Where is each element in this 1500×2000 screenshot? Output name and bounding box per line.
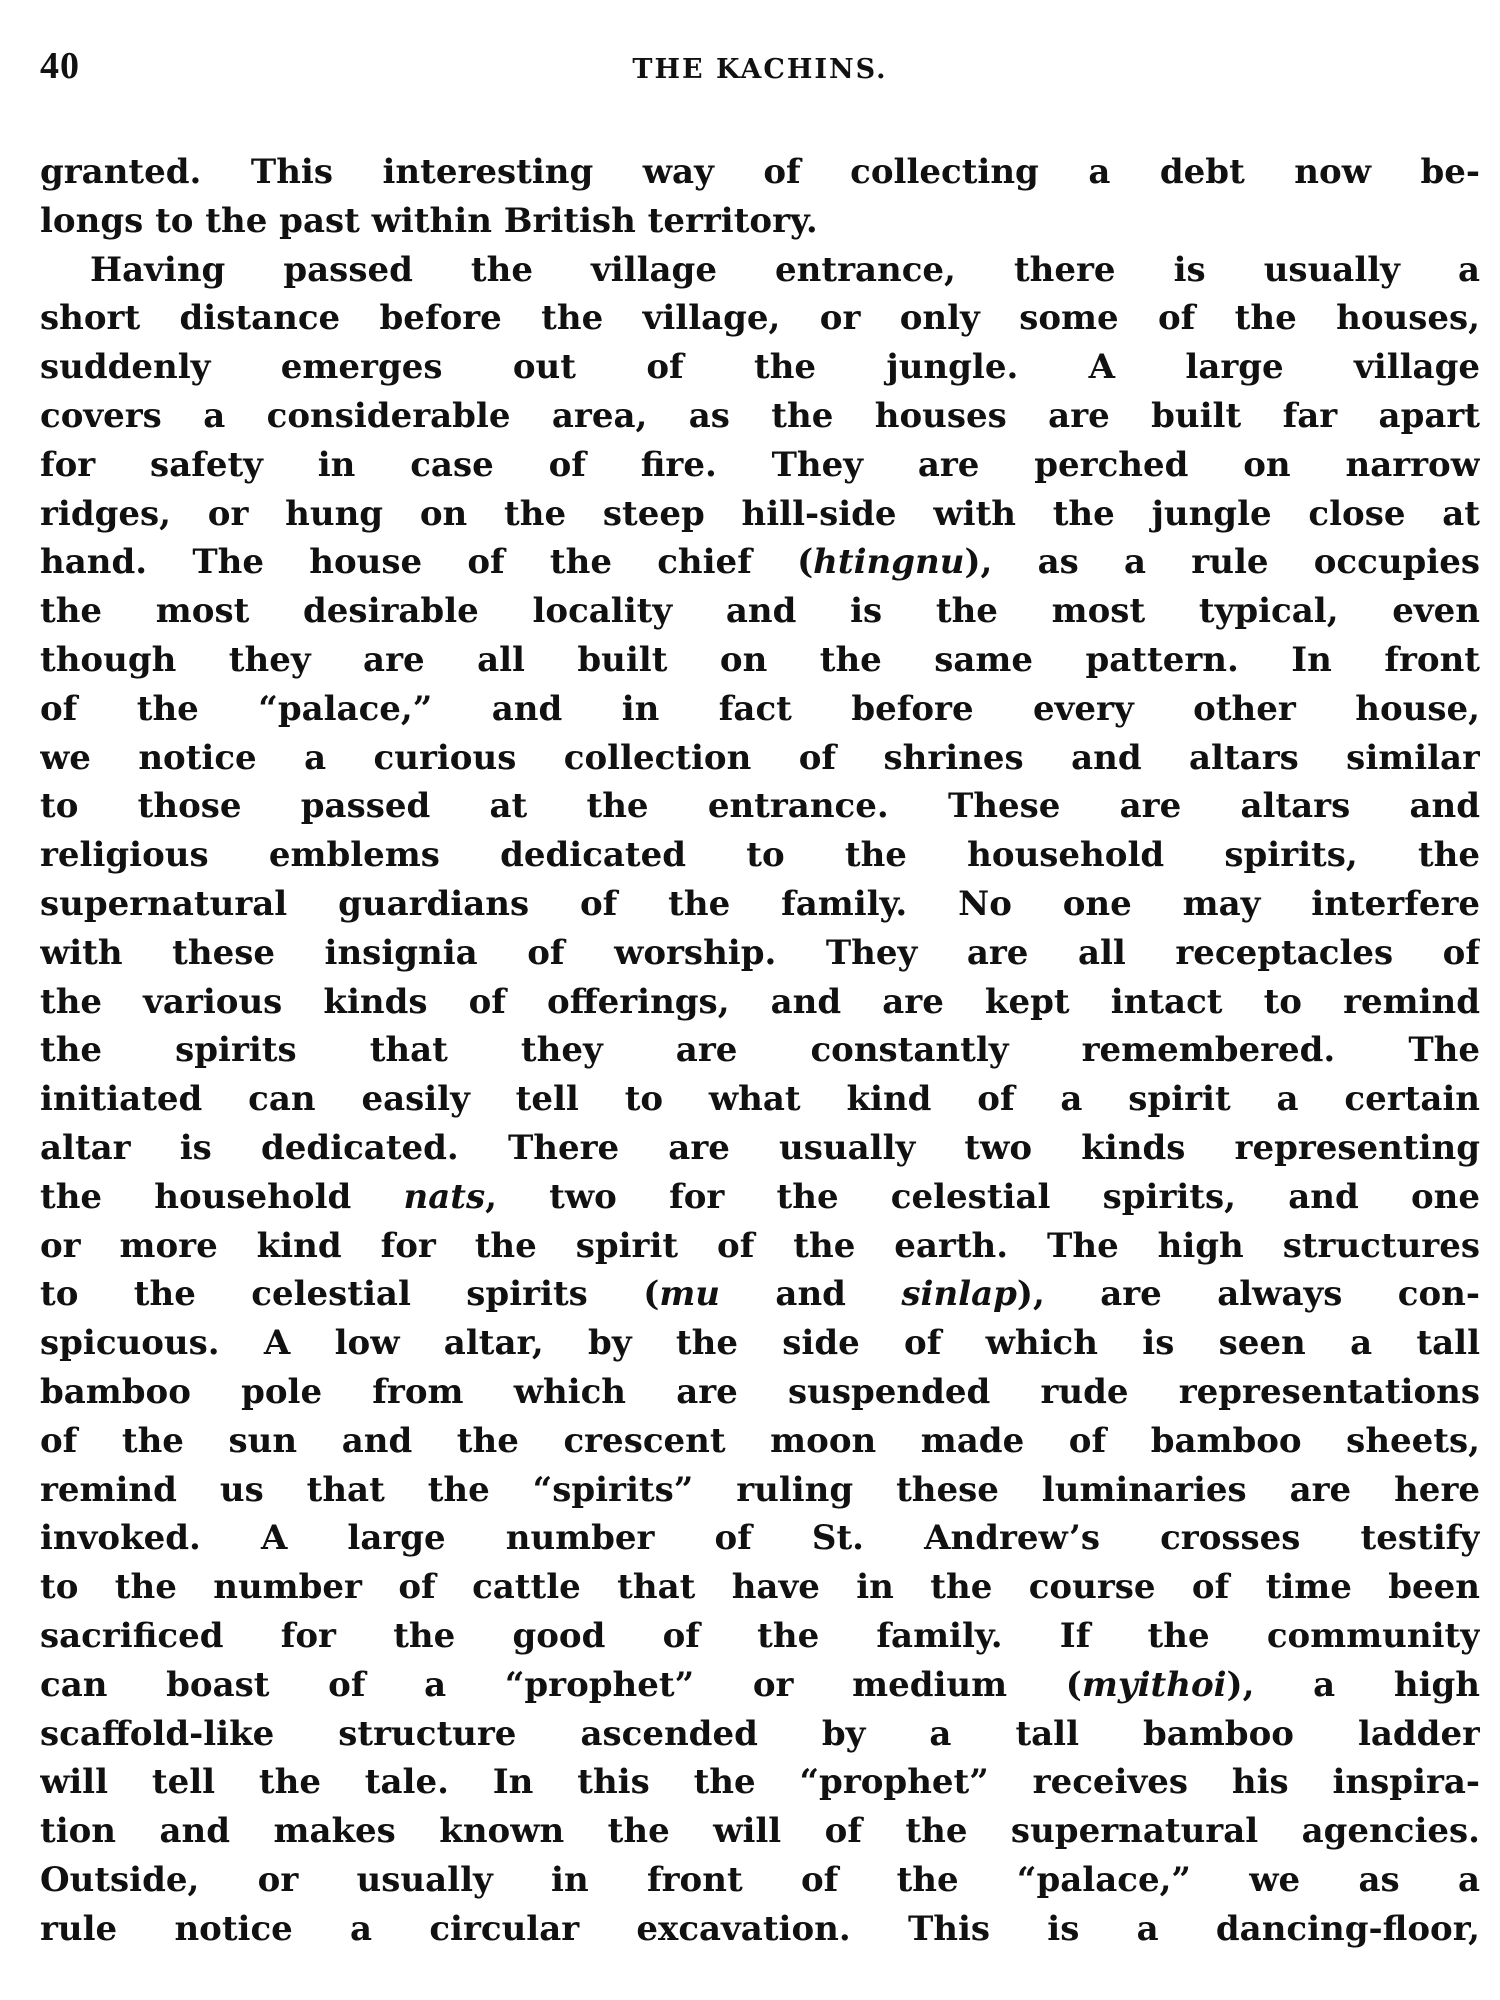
text-line — [40, 1173, 1480, 1222]
text-segment: scaffold-like structure ascended by a tall bamboo ladder — [40, 1713, 1480, 1754]
text-line — [40, 1222, 1480, 1271]
text-line — [40, 392, 1480, 441]
running-title: THE KACHINS. — [632, 54, 888, 85]
text-segment: can boast of a “prophet” or medium ( — [40, 1664, 1082, 1705]
text-segment: will tell the tale. In this the “prophet” receives his inspira- — [40, 1762, 1480, 1803]
text-line — [40, 929, 1480, 978]
text-line — [40, 490, 1480, 539]
text-line — [40, 148, 1480, 197]
text-segment: supernatural guardians of the family. No one may interfere — [40, 883, 1480, 924]
text-segment: with these insignia of worship. They are all receptacles of — [40, 932, 1480, 973]
text-segment: we notice a curious collection of shrines and altars similar — [40, 737, 1480, 778]
page-header — [40, 44, 1480, 104]
text-segment: of the sun and the crescent moon made of bamboo sheets, — [40, 1420, 1480, 1461]
text-line — [40, 1514, 1480, 1563]
text-line — [40, 782, 1480, 831]
book-page — [40, 44, 1480, 1953]
text-line — [40, 1661, 1480, 1710]
text-segment: to the number of cattle that have in the course of time been — [40, 1567, 1480, 1608]
text-line — [40, 1856, 1480, 1905]
text-segment: sacrificed for the good of the family. If the community — [40, 1615, 1480, 1656]
text-line — [40, 978, 1480, 1027]
text-segment: invoked. A large number of St. Andrew’s crosses testify — [40, 1518, 1480, 1559]
text-segment: ), a high — [1226, 1664, 1480, 1705]
text-segment: of the “palace,” and in fact before every other house, — [40, 688, 1480, 729]
text-line — [40, 1124, 1480, 1173]
text-segment: the spirits that they are constantly remembered. The — [40, 1030, 1480, 1071]
text-line — [40, 1758, 1480, 1807]
text-segment: short distance before the village, or only some of the houses, — [40, 298, 1480, 339]
text-segment: rule notice a circular excavation. This is a dancing-floor, — [40, 1908, 1480, 1949]
text-line — [40, 831, 1480, 880]
text-segment: ridges, or hung on the steep hill-side with the jungle close at — [40, 493, 1480, 534]
text-segment: , two for the celestial spirits, and one — [485, 1176, 1480, 1217]
text-line — [40, 441, 1480, 490]
text-segment: ), are always con- — [1016, 1274, 1480, 1315]
text-segment: spicuous. A low altar, by the side of which is seen a tall — [40, 1323, 1480, 1364]
italic-term: sinlap — [901, 1274, 1017, 1315]
text-line — [40, 343, 1480, 392]
text-line — [40, 1026, 1480, 1075]
text-segment: tion and makes known the will of the supernatural agencies. — [40, 1811, 1480, 1852]
text-segment: bamboo pole from which are suspended rude representations — [40, 1371, 1480, 1412]
italic-term: myithoi — [1081, 1664, 1227, 1705]
text-line — [40, 636, 1480, 685]
text-segment: Having passed the village entrance, there is usually a — [90, 249, 1480, 290]
text-segment: initiated can easily tell to what kind of a spirit a certain — [40, 1079, 1480, 1120]
text-segment: the various kinds of offerings, and are kept intact to remind — [40, 981, 1480, 1022]
text-segment: hand. The house of the chief ( — [40, 542, 814, 583]
text-line — [40, 1368, 1480, 1417]
text-segment: granted. This interesting way of collecting a debt now be- — [40, 152, 1480, 192]
text-segment: to those passed at the entrance. These are altars and — [40, 786, 1480, 827]
text-segment: suddenly emerges out of the jungle. A large village — [40, 347, 1480, 388]
text-segment: for safety in case of fire. They are perched on narrow — [40, 444, 1480, 485]
text-segment: the most desirable locality and is the most typical, even — [40, 591, 1480, 632]
text-line — [40, 1075, 1480, 1124]
text-line — [40, 880, 1480, 929]
text-segment: and — [720, 1274, 902, 1315]
text-line — [40, 197, 1480, 246]
text-line — [40, 1807, 1480, 1856]
text-line — [40, 1417, 1480, 1466]
text-segment: or more kind for the spirit of the earth. The high structures — [40, 1225, 1480, 1266]
text-line — [40, 538, 1480, 587]
text-segment: to the celestial spirits ( — [40, 1274, 660, 1315]
text-line — [40, 1905, 1480, 1954]
text-line — [40, 294, 1480, 343]
text-line — [40, 1563, 1480, 1612]
text-segment: covers a considerable area, as the houses are built far apart — [40, 395, 1480, 436]
body-text — [40, 148, 1480, 1953]
text-line — [40, 734, 1480, 783]
text-segment: longs to the past within British territory. — [40, 200, 818, 241]
text-line — [40, 1319, 1480, 1368]
italic-term: nats — [403, 1176, 486, 1217]
text-segment: though they are all built on the same pattern. In front — [40, 639, 1480, 680]
italic-term: mu — [659, 1274, 721, 1315]
text-line — [40, 1612, 1480, 1661]
text-segment: ), as a rule occupies — [964, 542, 1480, 583]
text-line — [40, 685, 1480, 734]
text-segment: the household — [40, 1176, 404, 1217]
text-line — [40, 246, 1480, 295]
text-line — [40, 1466, 1480, 1515]
text-segment: remind us that the “spirits” ruling these luminaries are here — [40, 1469, 1480, 1510]
page-number: 40 — [40, 45, 80, 87]
text-segment: altar is dedicated. There are usually two kinds representing — [40, 1127, 1480, 1168]
text-segment: religious emblems dedicated to the household spirits, the — [40, 835, 1480, 876]
text-line — [40, 587, 1480, 636]
italic-term: htingnu — [813, 542, 965, 583]
text-line — [40, 1710, 1480, 1759]
text-line — [40, 1270, 1480, 1319]
text-segment: Outside, or usually in front of the “palace,” we as a — [40, 1859, 1480, 1900]
